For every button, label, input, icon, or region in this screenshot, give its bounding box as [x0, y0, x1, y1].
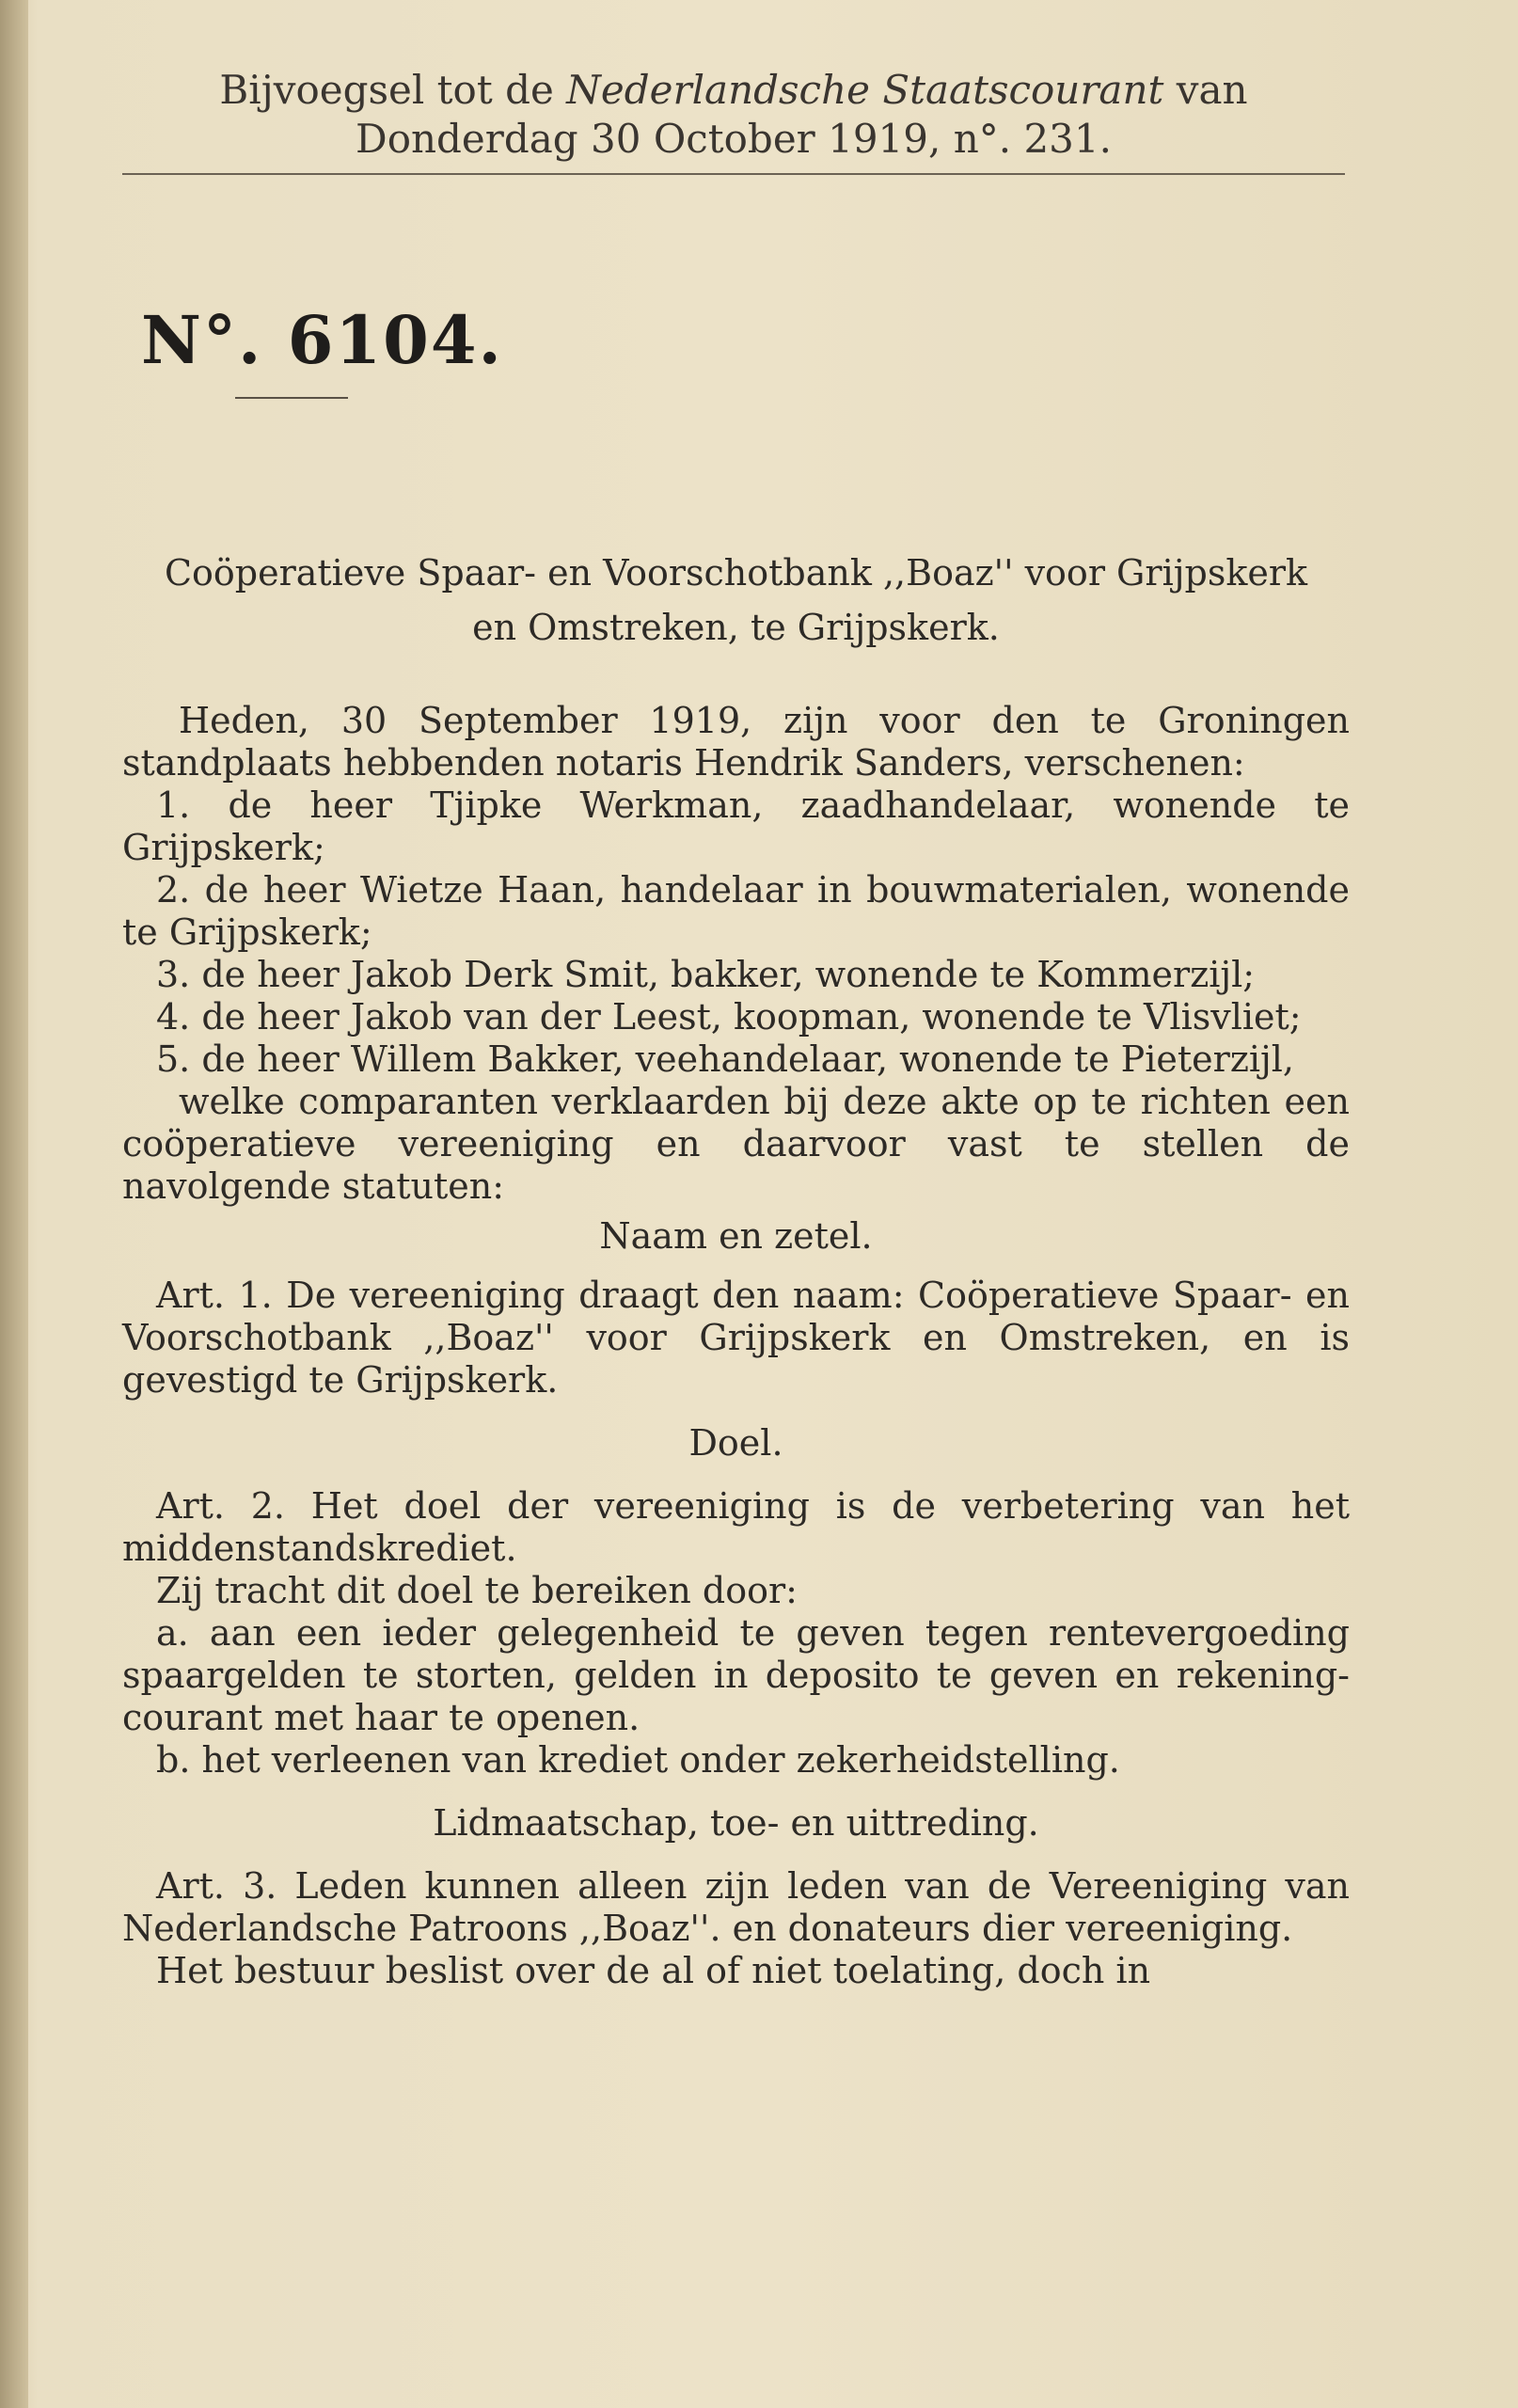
article-2-item-b: b. het verleenen van krediet onder zekerheidstelling. [156, 1739, 1120, 1781]
article-3-continuation: Het bestuur beslist over de al of niet toelating, doch in [156, 1950, 1151, 1991]
gazette-name: Nederlandsche Staatscourant [566, 67, 1164, 113]
book-spine-shadow [0, 0, 28, 2408]
declaration-paragraph: welke comparanten verklaarden bij deze akte op te richten een coöperatieve vereeniging en daarvoor vast te stellen de navolgende statuten: [122, 1081, 1350, 1207]
comparant-item: 2. de heer Wietze Haan, handelaar in bouwmaterialen, wonende te Grijpskerk; [122, 869, 1350, 953]
comparant-item: 4. de heer Jakob van der Leest, koopman, wonende te Vlisvliet; [156, 996, 1302, 1038]
article-2-item-a: a. aan een ieder gelegenheid te geven tegen rentevergoeding spaargelden te storten, gelden in deposito te geven en rekening-courant met haar te openen. [122, 1612, 1350, 1738]
document-body [122, 546, 1350, 1992]
article-2: Art. 2. Het doel der vereeniging is de verbetering van het middenstandskrediet. [122, 1485, 1350, 1569]
document-number: N°. 6104. [141, 301, 503, 379]
section-heading-lidmaatschap: Lidmaatschap, toe- en uittreding. [433, 1802, 1039, 1844]
gazette-header [122, 66, 1345, 164]
article-2-means: Zij tracht dit doel te bereiken door: [156, 1570, 798, 1611]
comparant-item: 5. de heer Willem Bakker, veehandelaar, wonende te Pieterzijl, [156, 1038, 1295, 1080]
intro-paragraph: Heden, 30 September 1919, zijn voor den te Groningen standplaats hebbenden notaris Hendrik Sanders, verschenen: [122, 700, 1350, 784]
header-divider [122, 173, 1345, 175]
header-line-2: Donderdag 30 October 1919, n°. 231. [356, 116, 1112, 162]
article-1: Art. 1. De vereeniging draagt den naam: Coöperatieve Spaar- en Voorschotbank ,,Boaz'' voor Grijpskerk en Omstreken, en is gevestigd te Grijpskerk. [122, 1275, 1350, 1401]
section-heading-naam: Naam en zetel. [599, 1215, 873, 1257]
comparant-item: 1. de heer Tjipke Werkman, zaadhandelaar, wonende te Grijpskerk; [122, 784, 1350, 868]
number-divider [235, 397, 348, 399]
document-title: Coöperatieve Spaar- en Voorschotbank ,,Boaz'' voor Grijpskerk en Omstreken, te Grijpskerk. [164, 552, 1308, 648]
section-heading-doel: Doel. [688, 1422, 783, 1464]
header-line-1: Bijvoegsel tot de Nederlandsche Staatscourant van [219, 67, 1248, 113]
comparant-item: 3. de heer Jakob Derk Smit, bakker, wonende te Kommerzijl; [156, 954, 1256, 995]
article-3: Art. 3. Leden kunnen alleen zijn leden van de Vereeniging van Nederlandsche Patroons ,,Boaz''. en donateurs dier vereeniging. [122, 1865, 1350, 1949]
